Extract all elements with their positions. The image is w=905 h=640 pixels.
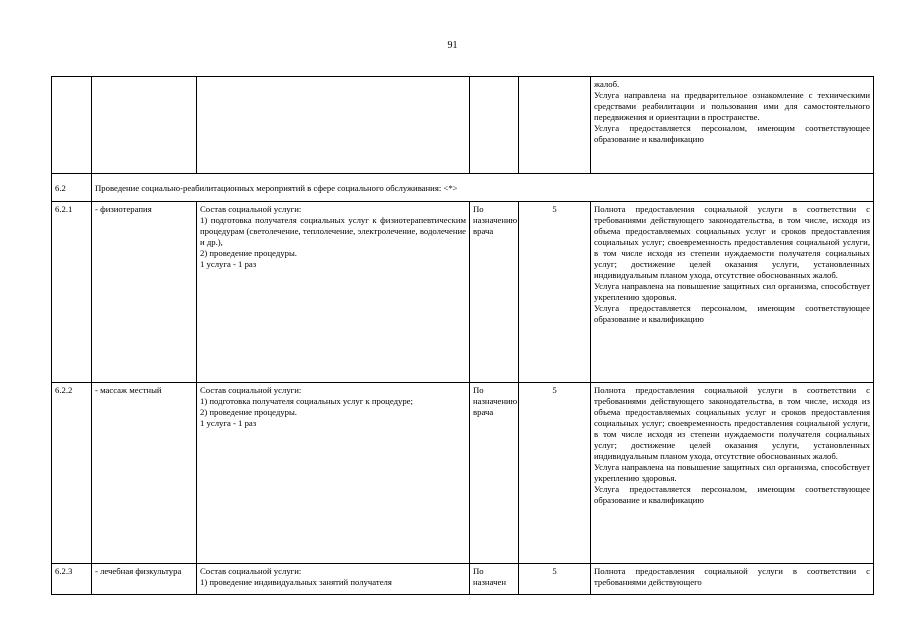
service-content: Состав социальной услуги: 1) подготовка получателя социальных услуг к процедуре; 2) проведение процедуры. 1 услуга - 1 раз [197,383,470,564]
service-period: По назначен [470,564,519,595]
service-period: По назначению врача [470,383,519,564]
quality-cell: жалоб. Услуга направлена на предварительное ознакомление с техническими средствами реабилитации и пользования ими для самостоятельного передвижения и ориентации в пространстве. Услуга предоставляется персоналом, имеющим соответствующее образование и квалификацию [591,77,874,174]
page-number: 91 [447,40,458,51]
table-row [52,564,874,595]
services-table [51,76,874,595]
service-content: Состав социальной услуги: 1) проведение индивидуальных занятий получателя [197,564,470,595]
service-count: 5 [519,564,591,595]
row-number: 6.2.2 [52,383,92,564]
service-name: - массаж местный [92,383,197,564]
table-row [52,202,874,383]
service-period: По назначению врача [470,202,519,383]
section-number: 6.2 [52,174,92,202]
service-content: Состав социальной услуги: 1) подготовка получателя социальных услуг к физиотерапевтическим процедурам (светолечение, теплолечение, электролечение, водолечение и др.), 2) проведение процедуры. 1 услуга - 1 раз [197,202,470,383]
section-row [52,174,874,202]
table-row [52,77,874,174]
quality-cell: Полнота предоставления социальной услуги в соответствии с требованиями действующего законодательства, в том числе, исходя из объема предоставляемых социальных услуг и сроков предоставления социальных услуг; своевременность предоставления социальной услуги, в том числе исходя из степени нуждаемости получателя социальных услуг; достижение целей оказания услуги, установленных индивидуальным планом ухода, отсутствие обоснованных жалоб. Услуга направлена на повышение защитных сил организма, способствует укреплению здоровья. Услуга предоставляется персоналом, имеющим соответствующее образование и квалификацию [591,202,874,383]
table-row [52,383,874,564]
section-title: Проведение социально-реабилитационных мероприятий в сфере социального обслуживания: <*> [92,174,874,202]
quality-cell: Полнота предоставления социальной услуги в соответствии с требованиями действующего [591,564,874,595]
service-name: - физиотерапия [92,202,197,383]
service-name: - лечебная физкультура [92,564,197,595]
row-number: 6.2.1 [52,202,92,383]
row-number: 6.2.3 [52,564,92,595]
quality-cell: Полнота предоставления социальной услуги в соответствии с требованиями действующего законодательства, в том числе, исходя из объема предоставляемых социальных услуг и сроков предоставления социальных услуг; своевременность предоставления социальной услуги, в том числе исходя из степени нуждаемости получателя социальных услуг; достижение целей оказания услуги, установленных индивидуальным планом ухода, отсутствие обоснованных жалоб. Услуга направлена на повышение защитных сил организма, способствует укреплению здоровья. Услуга предоставляется персоналом, имеющим соответствующее образование и квалификацию [591,383,874,564]
service-count: 5 [519,383,591,564]
service-count: 5 [519,202,591,383]
